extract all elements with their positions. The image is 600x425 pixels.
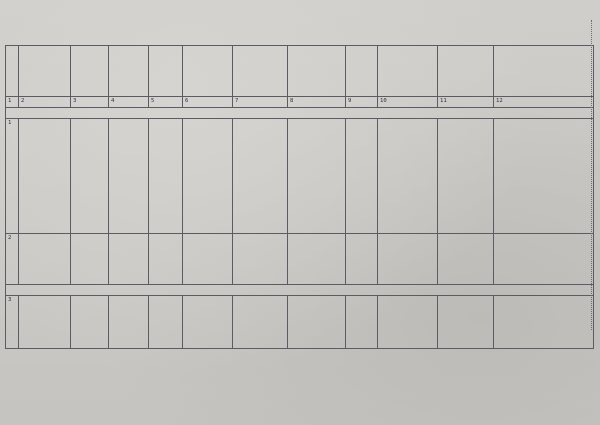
table-cell [288, 119, 346, 234]
table-row [6, 296, 594, 349]
column-header [346, 46, 378, 97]
column-header [71, 46, 109, 97]
table-row [6, 234, 594, 285]
table-cell [438, 119, 494, 234]
table-cell [288, 234, 346, 285]
column-number: 3 [71, 97, 109, 108]
table-cell [288, 296, 346, 349]
column-number: 10 [378, 97, 438, 108]
table-cell [233, 119, 288, 234]
table-cell [233, 296, 288, 349]
column-header [149, 46, 183, 97]
section-divider-row [6, 108, 594, 119]
table-cell [183, 296, 233, 349]
table-cell [109, 296, 149, 349]
column-number: 8 [288, 97, 346, 108]
column-header [183, 46, 233, 97]
table-cell [378, 234, 438, 285]
column-number: 12 [494, 97, 594, 108]
table-cell [494, 119, 594, 234]
records-table [5, 45, 594, 349]
column-header [19, 46, 71, 97]
table-row [6, 119, 594, 234]
table-cell [19, 234, 71, 285]
column-number: 1 [6, 97, 19, 108]
table-cell [109, 234, 149, 285]
section-title [6, 108, 594, 119]
table-cell [149, 234, 183, 285]
table-cell [19, 296, 71, 349]
table-cell [149, 119, 183, 234]
table-cell [494, 234, 594, 285]
column-header [494, 46, 594, 97]
table-cell: 1 [6, 119, 19, 234]
column-number: 6 [183, 97, 233, 108]
column-number: 9 [346, 97, 378, 108]
table-cell [109, 119, 149, 234]
table-cell: 2 [6, 234, 19, 285]
section-divider-row [6, 285, 594, 296]
column-header [6, 46, 19, 97]
table-cell [71, 119, 109, 234]
page-edge-perforation [591, 20, 600, 330]
table-cell [346, 119, 378, 234]
column-header [438, 46, 494, 97]
table-header-row [6, 46, 594, 97]
table-cell [19, 119, 71, 234]
table-cell [183, 234, 233, 285]
column-header [233, 46, 288, 97]
table-cell [233, 234, 288, 285]
table-cell [438, 296, 494, 349]
table-cell [346, 234, 378, 285]
column-header [288, 46, 346, 97]
table-cell [71, 234, 109, 285]
table-cell [149, 296, 183, 349]
document-heading [150, 4, 470, 26]
column-header [378, 46, 438, 97]
table-cell [378, 296, 438, 349]
table-cell: 3 [6, 296, 19, 349]
column-number: 7 [233, 97, 288, 108]
column-number: 11 [438, 97, 494, 108]
column-number: 5 [149, 97, 183, 108]
column-number: 2 [19, 97, 71, 108]
table-cell [346, 296, 378, 349]
column-number: 4 [109, 97, 149, 108]
table-cell [494, 296, 594, 349]
table-cell [71, 296, 109, 349]
table-cell [378, 119, 438, 234]
table-cell [183, 119, 233, 234]
table-cell [438, 234, 494, 285]
column-number-row [6, 97, 594, 108]
section-title [6, 285, 594, 296]
column-header [109, 46, 149, 97]
